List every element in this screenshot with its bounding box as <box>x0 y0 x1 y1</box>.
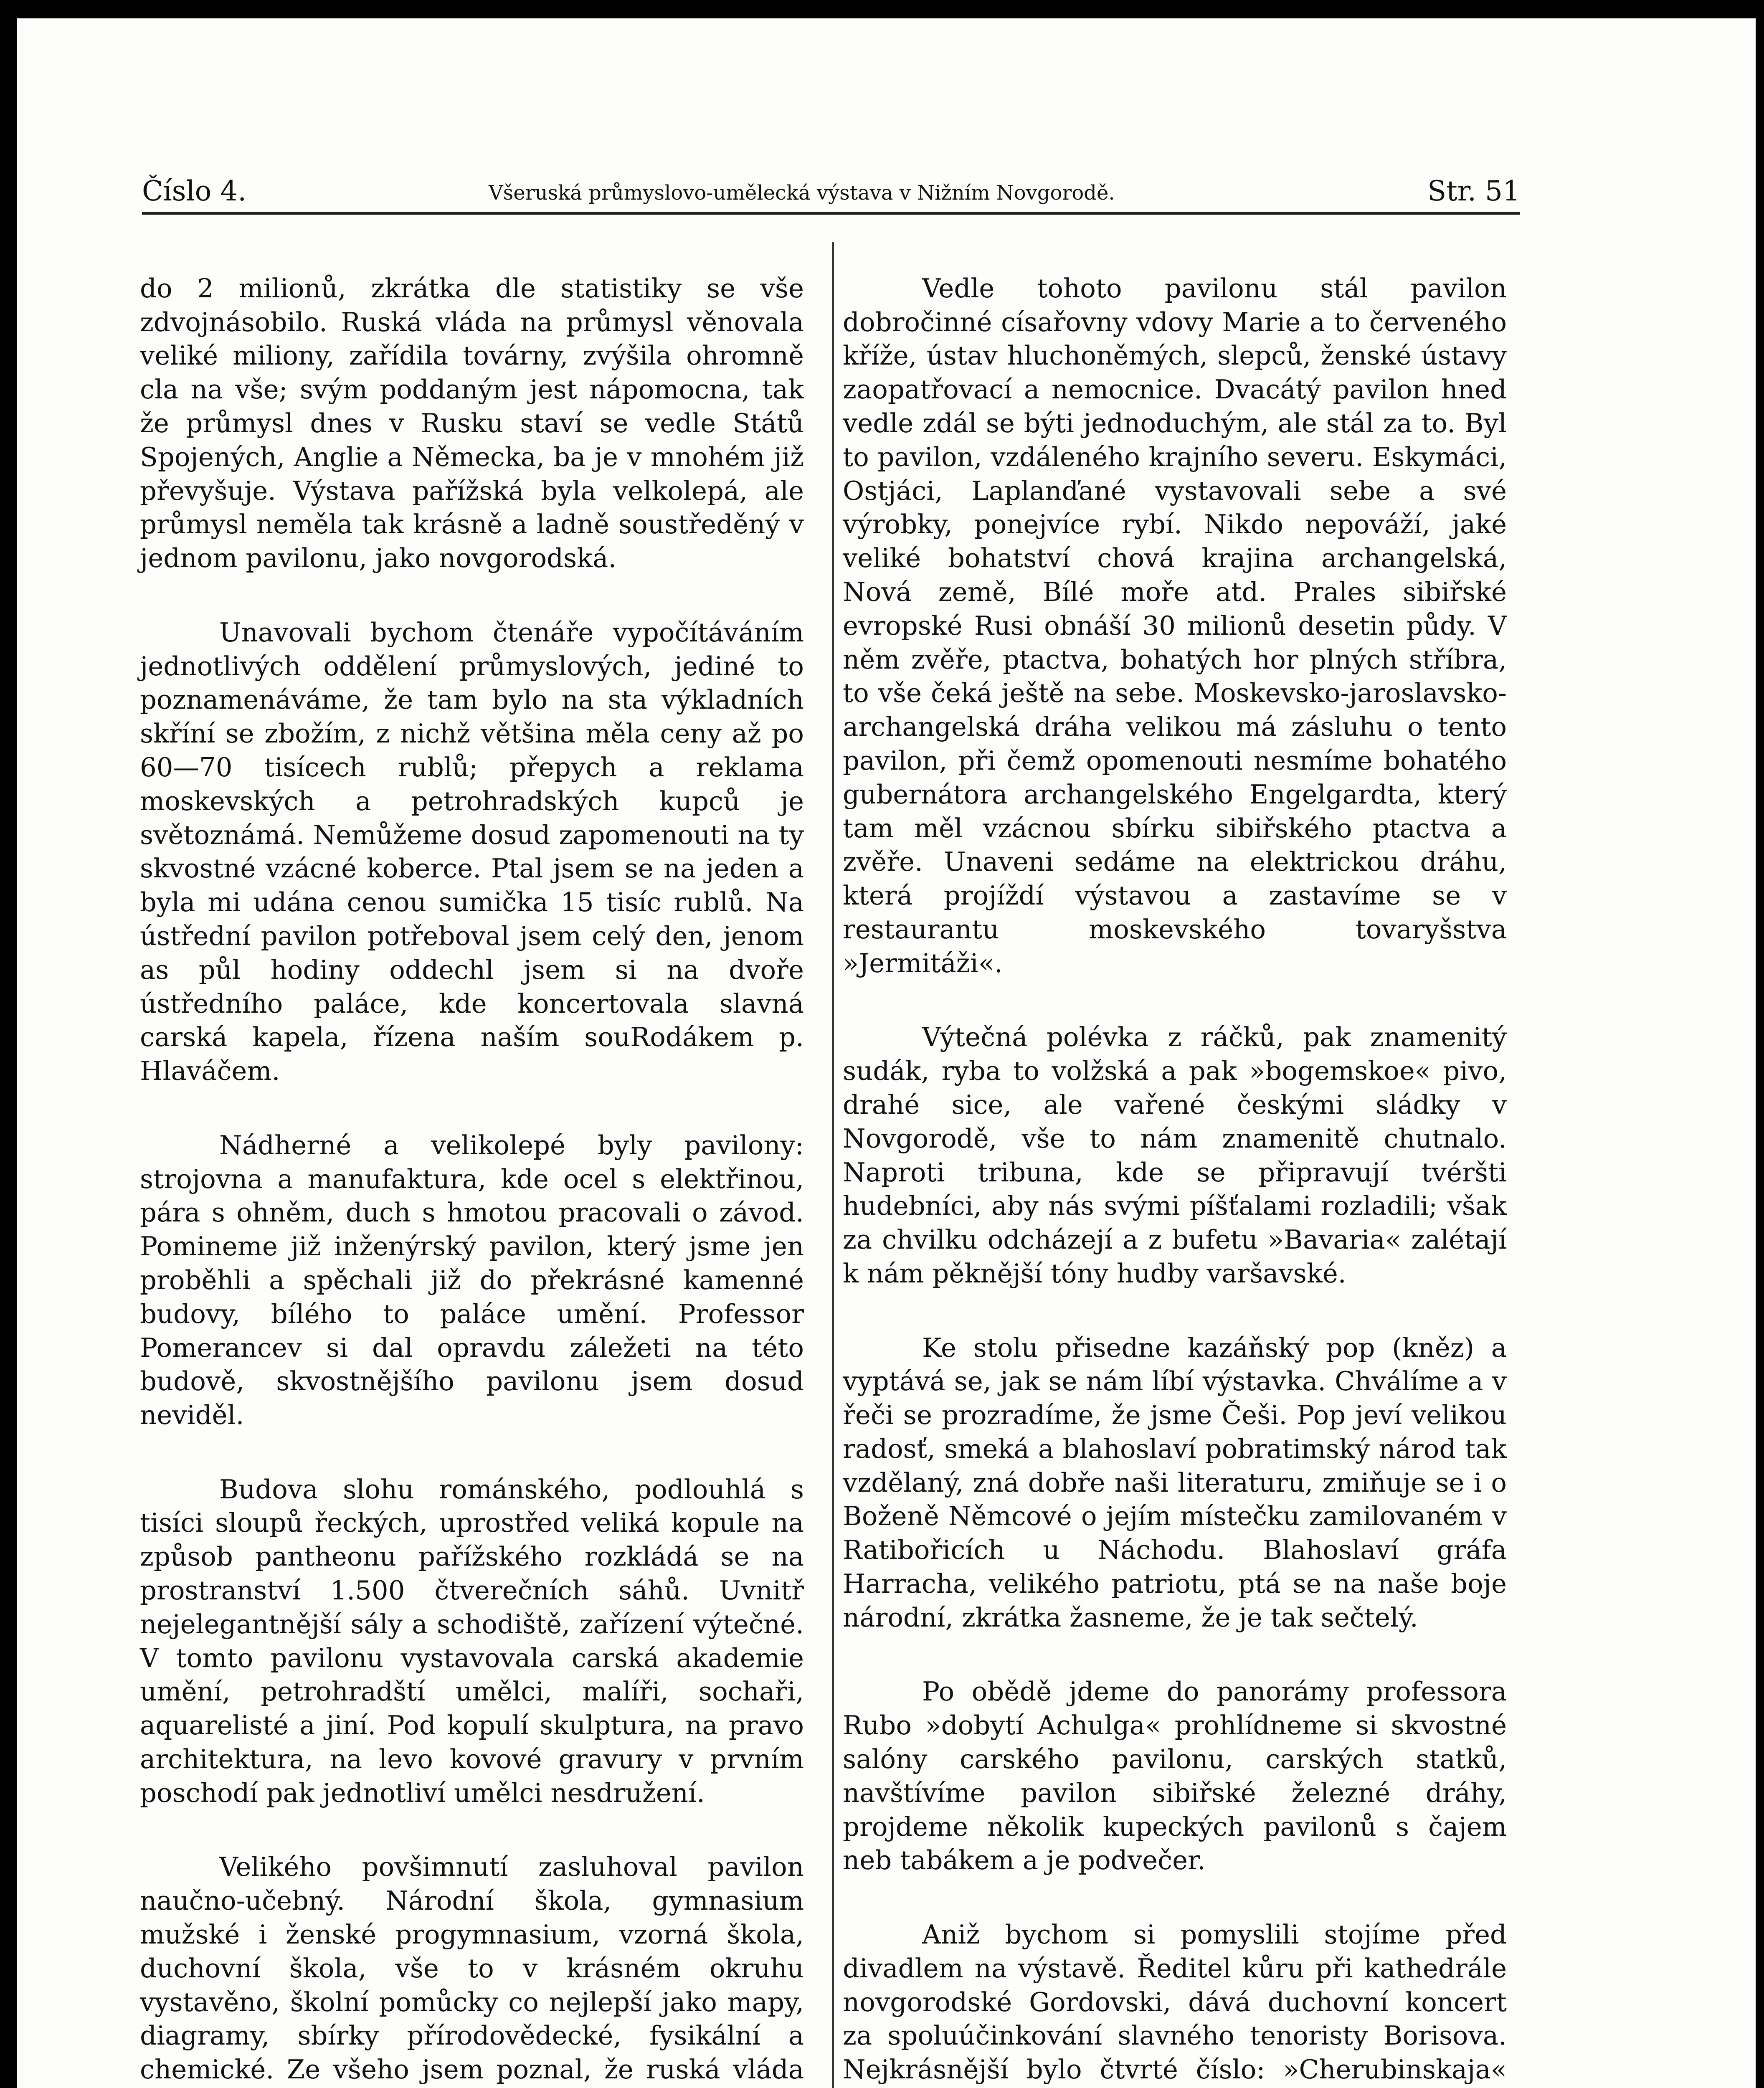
paragraph: Po obědě jdeme do panorámy professora Rubo »dobytí Achulga« prohlídneme si skvostné salóny carského pavilonu, carských statků, navštívíme pavilon sibiřské železné dráhy, projdeme několik kupeckých pavilonů s čajem neb tabákem a je podvečer. <box>843 1676 1507 1876</box>
paragraph: Budova slohu románského, podlouhlá s tisíci sloupů řeckých, uprostřed veliká kopule na způsob pantheonu pařížského rozkládá se na prostranství 1.500 čtverečních sáhů. Uvnitř nejelegantnější sály a schodiště, zařízení výtečné. V tomto pavilonu vystavovala carská akademie umění, petrohradští umělci, malíři, sochaři, aquarelisté a jiní. Pod kopulí skulptura, na pravo architektura, na levo kovové gravury v prvním poschodí pak jednotliví umělci nesdružení. <box>140 1474 804 1808</box>
page-header <box>142 162 1520 215</box>
running-title: Všeruská průmyslovo-umělecká výstava v Nižním Novgorodě. <box>489 181 1115 205</box>
page-number: Str. 51 <box>1427 175 1520 207</box>
paragraph: Nádherné a velikolepé byly pavilony: strojovna a manufaktura, kde ocel s elektřinou, pára s ohněm, duch s hmotou pracovali o závod. Pomineme již inženýrský pavilon, který jsme jen proběhli a spěchali již do překrásné kamenné budovy, bílého to paláce umění. Professor Pomerancev si dal opravdu záležeti na této budově, skvostnějšího pavilonu jsem dosud neviděl. <box>140 1130 804 1431</box>
paragraph: Unavovali bychom čtenáře vypočítáváním jednotlivých oddělení průmyslových, jediné to poznamenáváme, že tam bylo na sta výkladních skříní se zbožím, z nichž většina měla ceny až po 60—70 tisícech rublů; přepych a reklama moskevských a petrohradských kupců je světoznámá. Nemůžeme dosud zapomenouti na ty skvostné vzácné koberce. Ptal jsem se na jeden a byla mi udána cenou sumička 15 tisíc rublů. Na ústřední pavilon potřeboval jsem celý den, jenom as půl hodiny oddechl jsem si na dvoře ústředního paláce, kde koncertovala slavná carská kapela, řízena naším souRodákem p. Hlaváčem. <box>140 617 804 1087</box>
paragraph: Vedle tohoto pavilonu stál pavilon dobročinné císařovny vdovy Marie a to červeného kříže, ústav hluchoněmých, slepců, ženské ústavy zaopatřovací a nemocnice. Dvacátý pavilon hned vedle zdál se býti jednoduchým, ale stál za to. Byl to pavilon, vzdáleného krajního severu. Eskymáci, Ostjáci, Laplanďané vystavovali sebe a své výrobky, ponejvíce rybí. Nikdo nepováží, jaké veliké bohatství chová krajina archangelská, Nová země, Bílé moře atd. Prales sibiřské evropské Rusi obnáší 30 milionů desetin půdy. V něm zvěře, ptactva, bohatých hor plných stříbra, to vše čeká ještě na sebe. Moskevsko-jaroslavsko-archangelská dráha velikou má zásluhu o tento pavilon, při čemž opomenouti nesmíme bohatého gubernátora archangelského Engelgardta, který tam měl vzácnou sbírku sibiřského ptactva a zvěře. Unaveni sedáme na elektrickou dráhu, která projíždí výstavou a zastavíme se v restaurantu moskevského tovaryšstva »Jermitáži«. <box>843 273 1507 978</box>
paragraph: Ke stolu přisedne kazáňský pop (kněz) a vyptává se, jak se nám líbí výstavka. Chválíme a v řeči se prozradíme, že jsme Češi. Pop jeví velikou radosť, smeká a blahoslaví pobratimský národ tak vzdělaný, zná dobře naši literaturu, zmiňuje se i o Boženě Němcové o jejím místečku zamilovaném v Ratibořicích u Náchodu. Blahoslaví gráfa Harracha, velikého patriotu, ptá se na naše boje národní, zkrátka žasneme, že je tak sečtelý. <box>843 1332 1507 1633</box>
paragraph: do 2 milionů, zkrátka dle statistiky se vše zdvojnásobilo. Ruská vláda na průmysl věnovala veliké miliony, zařídila továrny, zvýšila ohromně cla na vše; svým poddaným jest nápomocna, tak že průmysl dnes v Rusku staví se vedle Států Spojených, Anglie a Německa, ba je v mnohém již převyšuje. Výstava pařížská byla velkolepá, ale průmysl neměla tak krásně a ladně soustředěný v jednom pavilonu, jako novgorodská. <box>140 273 804 574</box>
left-column <box>140 238 804 2088</box>
column-divider <box>832 242 834 2088</box>
paragraph: Velikého povšimnutí zasluhoval pavilon naučno-učebný. Národní škola, gymnasium mužské i ženské progymnasium, vzorná škola, duchovní škola, vše to v krásném okruhu vystavěno, školní pomůcky co nejlepší jako mapy, diagramy, sbírky přírodovědecké, fysikální a chemické. Ze všeho jsem poznal, že ruská vláda <box>140 1852 804 2085</box>
issue-number: Číslo 4. <box>142 175 247 207</box>
right-column <box>843 238 1507 2088</box>
paragraph: Aniž bychom si pomyslili stojíme před divadlem na výstavě. Ředitel kůru při kathedrále novgorodské Gordovski, dává duchovní koncert za spoluúčinkování slavného tenoristy Borisova. Nejkrásnější bylo čtvrté číslo: »Cherubinskaja« <box>843 1919 1507 2085</box>
paragraph: Výtečná polévka z ráčků, pak znamenitý sudák, ryba to volžská a pak »bogemskoe« pivo, drahé sice, ale vařené českými sládky v Novgorodě, vše to nám znamenitě chutnalo. Naproti tribuna, kde se připravují tvéršti hudebníci, aby nás svými píšťalami rozladili; však za chvilku odcházejí a z bufetu »Bavaria« zalétají k nám pěknější tóny hudby varšavské. <box>843 1022 1507 1289</box>
